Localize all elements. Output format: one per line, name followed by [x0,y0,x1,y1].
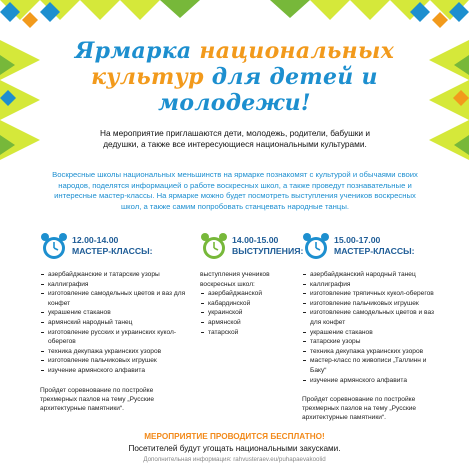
list-item: украшение стаканов [302,328,442,338]
list-item: украинской [200,308,280,318]
list-item: кабардинской [200,299,280,309]
schools-description: Воскресные школы национальных меньшинств на ярмарке познакомят с культурой и обычаями своих народов, поделятся информацией о работе воскресных школ, а также проведут познавательные и интересные мастер-классы. На ярмарке можно будет посмотреть выступления учеников воскресных школ, а также самим попробовать станцевать народные танцы. [52,170,418,211]
title-part-1: Ярмарка [74,38,200,64]
schedule-column-2 [200,232,304,337]
time-slot: 14.00-15.00 [232,235,279,245]
schedule-column-1 [40,232,190,413]
title-part-2: национальных [199,38,395,64]
list-item: украшение стаканов [40,308,190,318]
event-title [0,38,469,116]
slot-title: МАСТЕР-КЛАССЫ: [334,246,415,256]
time-slot: 15.00-17.00 [334,235,381,245]
competition-note: Пройдет соревнование по постройке трехмерных пазлов на тему „Русские архитектурные памятники“. [302,396,417,422]
title-part-5: молодежи! [158,90,311,116]
slot-title: ВЫСТУПЛЕНИЯ: [232,246,304,256]
title-part-3: культур [91,64,212,90]
intro-text: На мероприятие приглашаются дети, молодежь, родители, бабушки и дедушки, а также все интересующиеся национальными культурами. [99,128,371,149]
list-item: азербайджанские и татарские узоры [40,270,190,280]
list-item: изготовление самодельных цветов и ваз для конфет [40,289,190,308]
list-item: татарские узоры [302,337,442,347]
snacks-notice: Посетителей будут угощать национальными закусками. [128,444,341,453]
list-item: изготовление пальчиковых игрушек [302,299,442,309]
alarm-clock-icon [40,232,68,262]
list-item: изготовление тряпичных кукол-оберегов [302,289,442,299]
additional-info-link[interactable]: Дополнительная информация: rahvusteraev.eu/puhapaevakoolid [143,456,326,463]
list-item: изготовление русских и украинских кукол-оберегов [40,328,190,347]
list-item: изготовление самодельных цветов и ваз для конфет [302,308,442,327]
list-item: армянской [200,318,280,328]
performances-list [200,289,280,337]
workshop-list [40,270,190,376]
list-item: азербайджанский народный танец [302,270,442,280]
alarm-clock-icon [302,232,330,262]
schedule-column-3 [302,232,442,422]
list-item: изучение армянского алфавита [40,366,190,376]
workshop-list [302,270,442,385]
time-slot: 12.00-14.00 [72,235,119,245]
free-admission-notice: МЕРОПРИЯТИЕ ПРОВОДИТСЯ БЕСПЛАТНО! [144,432,325,441]
list-item: мастер-класс по живописи „Таллинн и Баку“ [302,356,442,375]
competition-note: Пройдет соревнование по постройке трехмерных пазлов на тему „Русские архитектурные памятники“. [40,386,155,412]
list-item: каллиграфия [302,280,442,290]
list-item: татарской [200,328,280,338]
list-item: азербайджанской [200,289,280,299]
list-item: изучение армянского алфавита [302,376,442,386]
list-item: техника декупажа украинских узоров [302,347,442,357]
performances-intro: выступления учеников воскресных школ: [200,271,270,288]
title-part-4: для детей и [211,64,378,90]
list-item: техника декупажа украинских узоров [40,347,190,357]
alarm-clock-icon [200,232,228,262]
list-item: изготовление пальчиковых игрушек [40,356,190,366]
list-item: каллиграфия [40,280,190,290]
list-item: армянский народный танец [40,318,190,328]
slot-title: МАСТЕР-КЛАССЫ: [72,246,153,256]
